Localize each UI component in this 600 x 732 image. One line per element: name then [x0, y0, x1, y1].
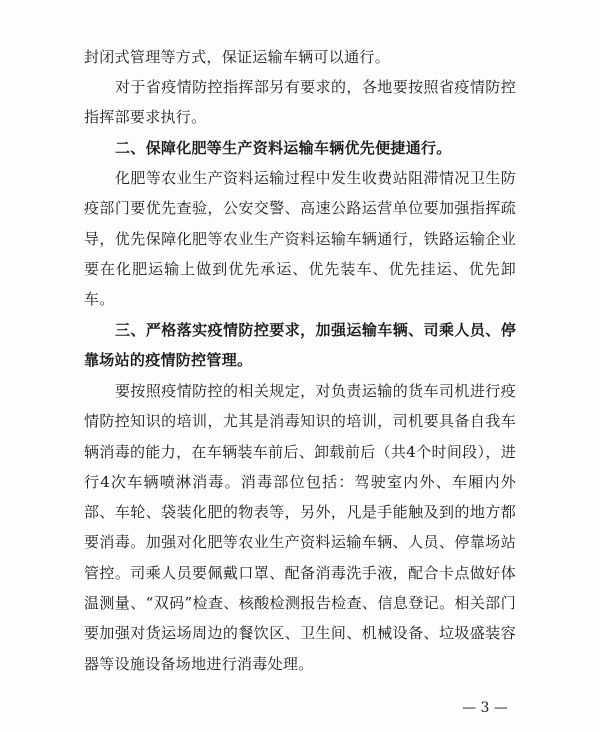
section-heading-3: 三、严格落实疫情防控要求，加强运输车辆、司乘人员、停靠场站的疫情防控管理。 — [84, 321, 516, 370]
epidemic-control-paragraph: 要按照疫情防控的相关规定，对负责运输的货车司机进行疫情防控知识的培训，尤其是消毒知识的培训，司机要具备自我车辆消毒的能力，在车辆装车前后、卸载前后（共4个时间段），进行4次车辆喷淋消毒。消毒部位包括：驾驶室内外、车厢内外部、车轮、袋装化肥的物表等，另外，凡是手能触及到的地方都要消毒。加强对化肥等农业生产资料运输车辆、人员、停靠场站管控。司乘人员要佩戴口罩、配备消毒洗手液，配合卡点做好体温测量、“双码”检查、核酸检测报告检查、信息登记。相关部门要加强对货运场周边的餐饮区、卫生间、机械设备、垃圾盛装容器等设施设备场地进行消毒处理。 — [84, 382, 516, 673]
continuation-paragraph: 封闭式管理等方式，保证运输车辆可以通行。 — [84, 48, 391, 66]
provincial-requirement-paragraph: 对于省疫情防控指挥部另有要求的，各地要按照省疫情防控指挥部要求执行。 — [84, 78, 516, 127]
section-heading-2: 二、保障化肥等生产资料运输车辆优先便捷通行。 — [115, 139, 452, 157]
page-number: — 3 — — [462, 700, 508, 716]
fertilizer-priority-paragraph: 化肥等农业生产资料运输过程中发生收费站阻滞情况卫生防疫部门要优先查验，公安交警、高速公路运营单位要加强指挥疏导，优先保障化肥等农业生产资料运输车辆通行，铁路运输企业要在化肥运输上做到优先承运、优先装车、优先挂运、优先卸车。 — [84, 169, 516, 309]
